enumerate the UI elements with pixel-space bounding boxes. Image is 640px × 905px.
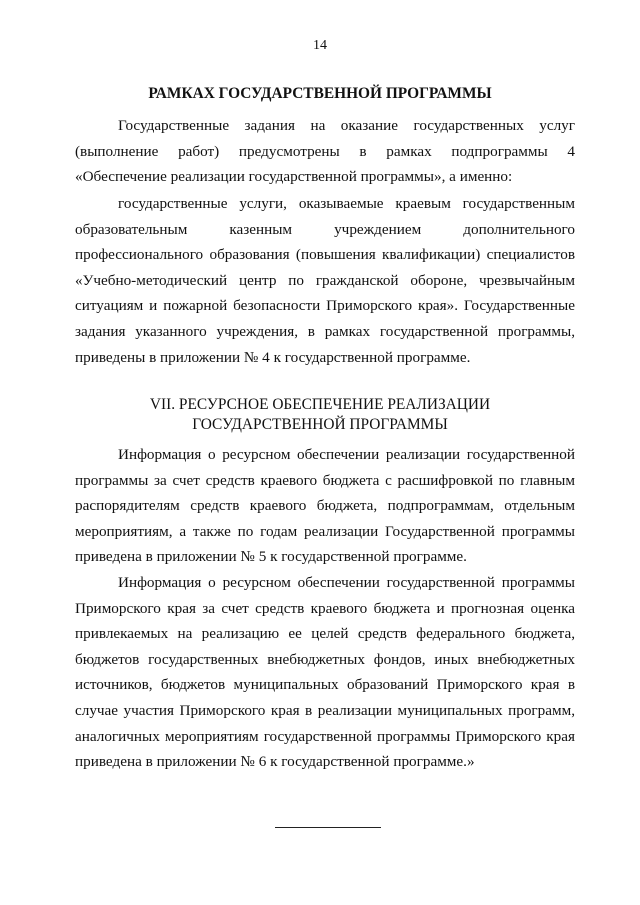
section-heading-programs: РАМКАХ ГОСУДАРСТВЕННОЙ ПРОГРАММЫ: [148, 85, 492, 102]
section-heading-resources: [75, 395, 565, 435]
paragraph-state-services: государственные услуги, оказываемые краевым государственным образовательным казенным учреждением дополнительного профессионального образования (повышения квалификации) специалистов «Учебно-методический центр по гражданской обороне, чрезвычайным ситуациям и пожарной безопасности Приморского края». Государственные задания указанного учреждения, в рамках государственной программы, приведены в приложении № 4 к государственной программе.: [75, 195, 575, 366]
paragraph-state-tasks: Государственные задания на оказание государственных услуг (выполнение работ) предусмотрены в рамках подпрограммы 4 «Обеспечение реализации государственной программы», а именно:: [75, 117, 575, 186]
closing-divider: [275, 827, 381, 828]
paragraph-resource-info-2: Информация о ресурсном обеспечении государственной программы Приморского края за счет средств краевого бюджета и прогнозная оценка привлекаемых на реализацию ее целей средств федерального бюджета, бюджетов государственных внебюджетных фондов, иных внебюджетных источников, бюджетов муниципальных образований Приморского края в случае участия Приморского края в реализации муниципальных программ, аналогичных мероприятиям государственной программы Приморского края приведена в приложении № 6 к государственной программе.»: [75, 574, 575, 771]
page-number: 14: [313, 38, 327, 53]
section-heading-resources-line-2: ГОСУДАРСТВЕННОЙ ПРОГРАММЫ: [192, 416, 448, 433]
paragraph-resource-info-1: Информация о ресурсном обеспечении реализации государственной программы за счет средств краевого бюджета с расшифровкой по главным распорядителям средств краевого бюджета, подпрограммам, отдельным мероприятиям, а также по годам реализации Государственной программы приведена в приложении № 5 к государственной программе.: [75, 446, 575, 566]
section-heading-resources-line-1: VII. РЕСУРСНОЕ ОБЕСПЕЧЕНИЕ РЕАЛИЗАЦИИ: [149, 396, 491, 413]
